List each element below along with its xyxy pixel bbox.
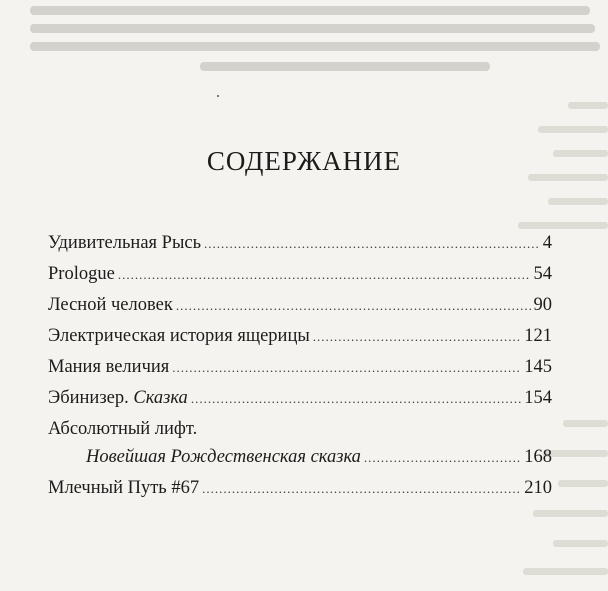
dot-leader: [204, 236, 540, 252]
toc-entry-page: 4: [542, 233, 552, 253]
toc-entry-title: Prologue: [48, 264, 115, 284]
toc-entry-title: [48, 388, 188, 409]
toc-entry-title: Мания величия: [48, 357, 170, 377]
toc-entry[interactable]: [48, 357, 552, 388]
print-speck: [217, 95, 219, 97]
toc-entry-title: Лесной человек: [48, 295, 173, 315]
toc-entry[interactable]: [48, 388, 552, 419]
toc-entry[interactable]: [48, 326, 552, 357]
toc-entry-page: 210: [524, 478, 552, 498]
toc-entry-title: Абсолютный лифт.: [48, 419, 198, 439]
toc-entry-title: Удивительная Рысь: [48, 233, 202, 253]
dot-leader: [313, 329, 521, 345]
dot-leader: [364, 450, 521, 466]
toc-entry[interactable]: [48, 264, 552, 295]
toc-entry[interactable]: [48, 295, 552, 326]
page-title: СОДЕРЖАНИЕ: [206, 146, 402, 176]
dot-leader: [202, 481, 521, 497]
toc-entry-page: 154: [524, 388, 552, 408]
toc-entry[interactable]: [48, 233, 552, 264]
toc-entry-title: Млечный Путь #67: [48, 478, 200, 498]
toc-entry-subtitle: Сказка: [133, 388, 188, 408]
dot-leader: [172, 360, 521, 376]
toc-entry-title-main: Эбинизер.: [48, 388, 129, 408]
toc-entry-heading-line[interactable]: [48, 419, 552, 447]
toc-entry-page: 54: [533, 264, 552, 284]
dot-leader: [191, 391, 521, 407]
previous-page-bleedthrough: [0, 0, 608, 80]
toc-entry-page: 168: [524, 447, 552, 467]
toc-entry-continuation[interactable]: [48, 447, 552, 478]
toc-entry-page: 145: [524, 357, 552, 377]
toc-entry-page: 121: [524, 326, 552, 346]
toc-entry-page: 90: [533, 295, 552, 315]
toc-entry[interactable]: [48, 478, 552, 509]
table-of-contents: [48, 233, 552, 509]
dot-leader: [176, 298, 531, 314]
toc-entry-subtitle: Новейшая Рождественская сказка: [86, 447, 361, 467]
toc-entry-title: Электрическая история ящерицы: [48, 326, 310, 346]
dot-leader: [118, 267, 531, 283]
